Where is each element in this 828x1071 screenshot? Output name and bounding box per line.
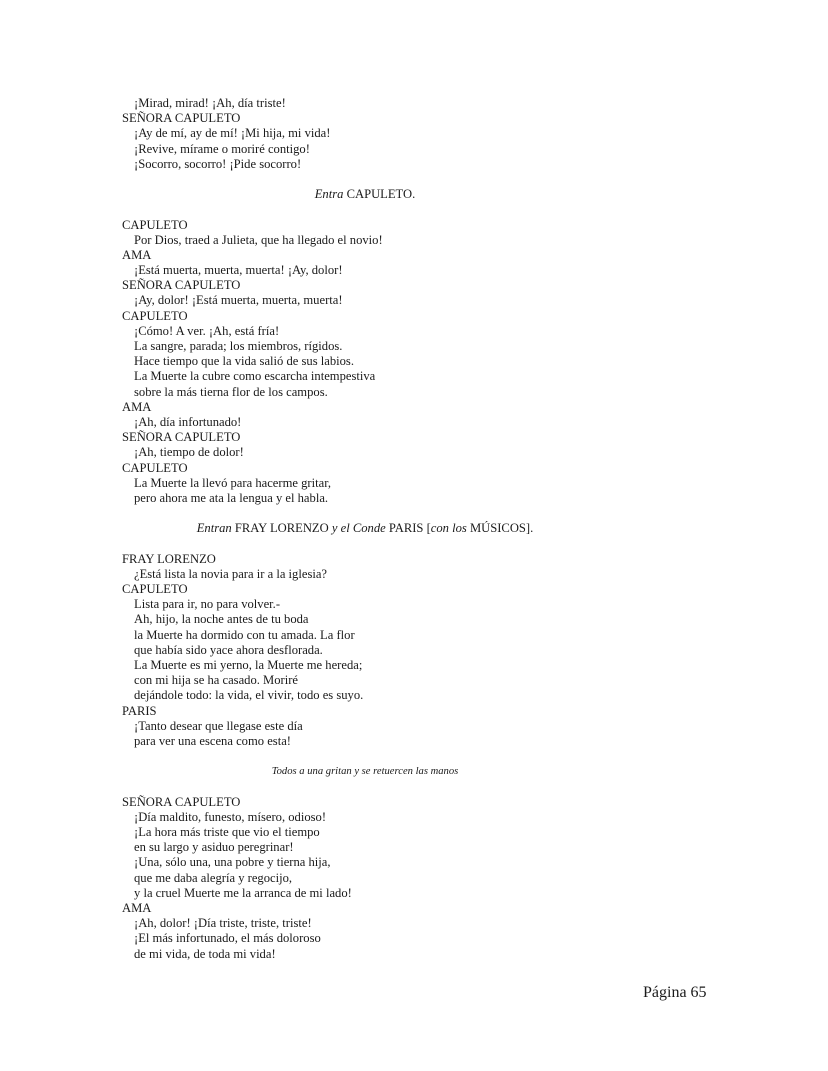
verse-line: ¡Cómo! A ver. ¡Ah, está fría! [134,323,280,338]
verse-line: que había sido yace ahora desflorada. [134,642,323,657]
verse-line: y la cruel Muerte me la arranca de mi lado! [134,885,352,900]
verse-line: ¡Día maldito, funesto, mísero, odioso! [134,809,327,824]
verse-line: La Muerte la llevó para hacerme gritar, [134,475,332,490]
verse-line: ¡Ah, dolor! ¡Día triste, triste, triste! [134,916,312,931]
speaker-name: CAPULETO [122,217,188,232]
verse-line: ¿Está lista la novia para ir a la iglesia? [134,566,328,581]
verse-line: Por Dios, traed a Julieta, que ha llegado el novio! [134,232,383,247]
stage-direction-part: FRAY LORENZO [231,521,332,536]
verse-line: ¡Está muerta, muerta, muerta! ¡Ay, dolor! [134,263,343,278]
verse-line: Hace tiempo que la vida salió de sus labios. [134,354,354,369]
verse-line: para ver una escena como esta! [134,733,291,748]
speaker-name: CAPULETO [122,582,188,596]
verse-line: en su largo y asiduo peregrinar! [134,840,294,855]
stage-direction-part: PARIS [ [385,521,431,536]
speaker-name: CAPULETO [122,308,188,323]
stage-direction [122,521,608,536]
stage-direction-part: y el Conde [331,521,386,536]
speaker-name: FRAY LORENZO [122,551,216,566]
verse-line: ¡Revive, mírame o moriré contigo! [134,141,310,156]
verse-line: ¡Ah, tiempo de dolor! [134,445,244,460]
verse-line: ¡Mirad, mirad! ¡Ah, día triste! [134,96,286,110]
verse-line: ¡Tanto desear que llegase este día [134,718,303,733]
speaker-name: SEÑORA CAPULETO [122,111,241,126]
verse-line: dejándole todo: la vida, el vivir, todo es suyo. [134,688,364,703]
verse-line: Lista para ir, no para volver.- [134,597,281,612]
stage-direction-part: Todos a una gritan y se retuercen las manos [271,766,459,778]
verse-line: Ah, hijo, la noche antes de tu boda [134,612,309,627]
stage-direction-part: MÚSICOS]. [466,521,534,536]
verse-line: ¡Ah, día infortunado! [134,414,242,429]
speaker-name: AMA [122,247,152,262]
verse-line: La sangre, parada; los miembros, rígidos. [134,339,343,353]
play-text [122,96,722,962]
speaker-name: AMA [122,900,152,915]
verse-line: de mi vida, de toda mi vida! [134,946,276,961]
speaker-name: PARIS [122,703,157,718]
verse-line: La Muerte es mi yerno, la Muerte me hereda; [134,657,363,672]
verse-line: La Muerte la cubre como escarcha intempestiva [134,369,376,384]
verse-line: ¡La hora más triste que vio el tiempo [134,825,320,839]
verse-line: ¡Ay de mí, ay de mí! ¡Mi hija, mi vida! [134,126,331,141]
speaker-name: SEÑORA CAPULETO [122,794,241,809]
stage-direction-part: Entran [196,521,232,536]
verse-line: ¡Una, sólo una, una pobre y tierna hija, [134,855,331,870]
verse-line: la Muerte ha dormido con tu amada. La flor [134,627,355,642]
stage-direction [122,187,608,202]
speaker-name: SEÑORA CAPULETO [122,278,241,293]
stage-direction [122,764,608,779]
verse-line: ¡Ay, dolor! ¡Está muerta, muerta, muerta! [134,293,343,308]
verse-line: ¡El más infortunado, el más doloroso [134,931,321,946]
page-number: Página 65 [643,984,707,1001]
speaker-name: SEÑORA CAPULETO [122,430,241,445]
verse-line: sobre la más tierna flor de los campos. [134,384,328,399]
stage-direction-part: CAPULETO. [343,187,416,202]
verse-line: con mi hija se ha casado. Moriré [134,673,299,688]
verse-line: pero ahora me ata la lengua y el habla. [134,490,329,505]
stage-direction-part: Entra [314,187,344,202]
speaker-name: CAPULETO [122,460,188,475]
speaker-name: AMA [122,399,152,414]
verse-line: que me daba alegría y regocijo, [134,870,293,885]
stage-direction-part: con los [430,521,467,536]
verse-line: ¡Socorro, socorro! ¡Pide socorro! [134,156,302,171]
